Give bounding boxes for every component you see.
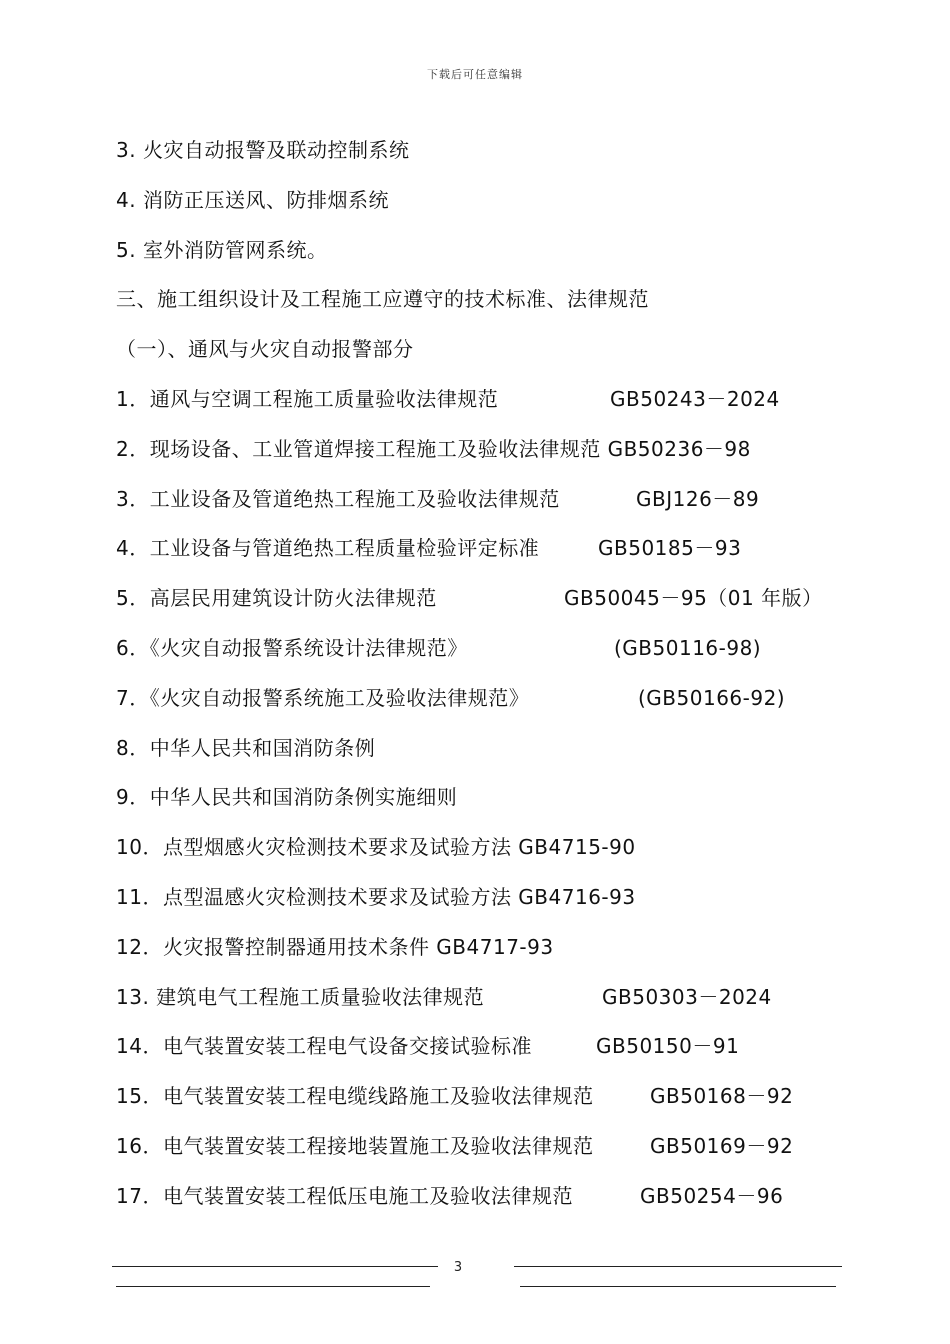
list-item <box>116 228 876 278</box>
list-item <box>116 526 876 576</box>
list-item <box>116 626 876 676</box>
document-body <box>116 128 876 1224</box>
line-text: 11．点型温感火灾检测技术要求及试验方法 GB4716-93 <box>116 884 636 909</box>
standard-code: GB50169－92 <box>650 1133 794 1158</box>
standard-code: GB50045－95（01 年版） <box>564 586 823 611</box>
list-item <box>116 178 876 228</box>
list-item <box>116 676 876 726</box>
list-item <box>116 875 876 925</box>
list-item <box>116 925 876 975</box>
list-item <box>116 1024 876 1074</box>
subsection-heading <box>116 327 876 377</box>
line-text: 4. 消防正压送风、防排烟系统 <box>116 187 389 212</box>
line-text: 5. 室外消防管网系统。 <box>116 237 328 262</box>
line-text: 6．《火灾自动报警系统设计法律规范》 <box>116 635 468 660</box>
list-item <box>116 576 876 626</box>
header-note: 下载后可任意编辑 <box>427 68 523 81</box>
list-item <box>116 726 876 776</box>
line-text: 13. 建筑电气工程施工质量验收法律规范 <box>116 984 485 1009</box>
line-text: 15．电气装置安装工程电缆线路施工及验收法律规范 <box>116 1084 594 1109</box>
list-item <box>116 975 876 1025</box>
footer-rule-left <box>112 1266 438 1267</box>
list-item <box>116 775 876 825</box>
list-item <box>116 825 876 875</box>
line-text: 16．电气装置安装工程接地装置施工及验收法律规范 <box>116 1133 594 1158</box>
line-text: （一）、通风与火灾自动报警部分 <box>116 337 414 362</box>
line-text: 三、施工组织设计及工程施工应遵守的技术标准、法律规范 <box>116 287 649 312</box>
line-text: 7．《火灾自动报警系统施工及验收法律规范》 <box>116 685 530 710</box>
list-item <box>116 377 876 427</box>
line-text: 8．中华人民共和国消防条例 <box>116 735 376 760</box>
list-item <box>116 1074 876 1124</box>
standard-code: GB50303－2024 <box>602 984 772 1009</box>
line-text: 14．电气装置安装工程电气设备交接试验标准 <box>116 1034 532 1059</box>
list-item <box>116 477 876 527</box>
line-text: 2．现场设备、工业管道焊接工程施工及验收法律规范 GB50236－98 <box>116 436 751 461</box>
page-footer <box>0 1256 950 1296</box>
standard-code: GB50150－91 <box>596 1034 740 1059</box>
standard-code: GB50168－92 <box>650 1084 794 1109</box>
standard-code: (GB50166-92) <box>638 685 786 710</box>
list-item <box>116 427 876 477</box>
line-text: 9．中华人民共和国消防条例实施细则 <box>116 785 458 810</box>
line-text: 3．工业设备及管道绝热工程施工及验收法律规范 <box>116 486 560 511</box>
footer-rule-left-lower <box>116 1286 430 1287</box>
line-text: 17．电气装置安装工程低压电施工及验收法律规范 <box>116 1183 573 1208</box>
standard-code: GB50254－96 <box>640 1183 784 1208</box>
line-text: 1．通风与空调工程施工质量验收法律规范 <box>116 386 499 411</box>
list-item <box>116 1174 876 1224</box>
list-item <box>116 1124 876 1174</box>
line-text: 10．点型烟感火灾检测技术要求及试验方法 GB4715-90 <box>116 835 636 860</box>
standard-code: (GB50116-98) <box>614 635 762 660</box>
line-text: 4．工业设备与管道绝热工程质量检验评定标准 <box>116 536 540 561</box>
line-text: 5．高层民用建筑设计防火法律规范 <box>116 586 437 611</box>
line-text: 12．火灾报警控制器通用技术条件 GB4717-93 <box>116 934 554 959</box>
list-item <box>116 128 876 178</box>
standard-code: GB50185－93 <box>598 536 742 561</box>
footer-rule-right <box>514 1266 842 1267</box>
line-text: 3. 火灾自动报警及联动控制系统 <box>116 138 410 162</box>
standard-code: GB50243－2024 <box>610 386 780 411</box>
section-heading <box>116 277 876 327</box>
footer-rule-right-lower <box>520 1286 836 1287</box>
standard-code: GBJ126－89 <box>636 486 760 511</box>
page-number: 3 <box>453 1260 463 1275</box>
